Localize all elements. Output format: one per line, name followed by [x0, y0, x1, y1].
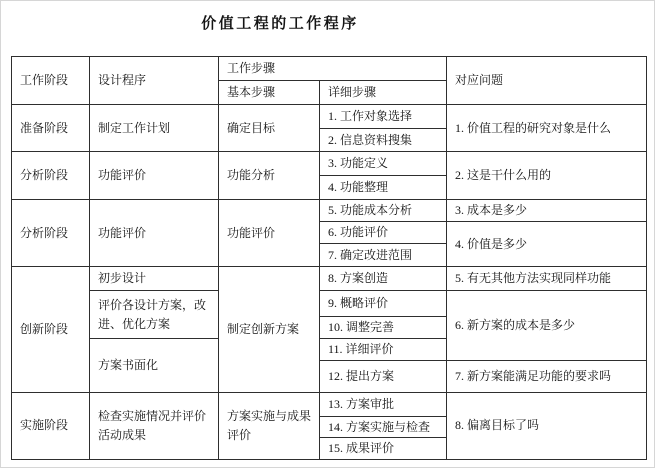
header-questions: 对应问题 — [447, 57, 647, 105]
cell-design-innovation-3: 方案书面化 — [90, 339, 219, 393]
header-work-steps: 工作步骤 — [219, 57, 447, 81]
cell-detail-step-12: 12. 提出方案 — [320, 360, 447, 392]
cell-question-8: 8. 偏离目标了吗 — [447, 392, 647, 459]
page-title: 价值工程的工作程序 — [201, 16, 359, 32]
header-work-stage: 工作阶段 — [12, 57, 90, 105]
cell-stage-preparation: 准备阶段 — [12, 105, 90, 152]
cell-design-innovation-2: 评价各设计方案，改进、优化方案 — [90, 291, 219, 339]
cell-question-1: 1. 价值工程的研究对象是什么 — [447, 105, 647, 152]
cell-design-analysis-2: 功能评价 — [90, 200, 219, 267]
cell-question-5: 5. 有无其他方法实现同样功能 — [447, 267, 647, 291]
cell-detail-step-14: 14. 方案实施与检查 — [320, 416, 447, 438]
cell-stage-analysis-1: 分析阶段 — [12, 152, 90, 200]
header-detailed-steps: 详细步骤 — [320, 81, 447, 105]
value-engineering-table — [11, 56, 647, 460]
header-design-procedure: 设计程序 — [90, 57, 219, 105]
cell-question-2: 2. 这是干什么用的 — [447, 152, 647, 200]
cell-detail-step-4: 4. 功能整理 — [320, 176, 447, 200]
cell-question-6: 6. 新方案的成本是多少 — [447, 291, 647, 361]
cell-basic-step-3: 功能评价 — [219, 200, 320, 267]
cell-question-4: 4. 价值是多少 — [447, 222, 647, 267]
cell-design-analysis-1: 功能评价 — [90, 152, 219, 200]
cell-detail-step-9: 9. 概略评价 — [320, 291, 447, 317]
header-basic-steps: 基本步骤 — [219, 81, 320, 105]
cell-design-innovation-1: 初步设计 — [90, 267, 219, 291]
cell-detail-step-2: 2. 信息资料搜集 — [320, 129, 447, 152]
table-row — [12, 152, 647, 176]
cell-stage-analysis-2: 分析阶段 — [12, 200, 90, 267]
table-row — [12, 105, 647, 129]
cell-question-3: 3. 成本是多少 — [447, 200, 647, 222]
cell-basic-step-1: 确定目标 — [219, 105, 320, 152]
cell-design-implementation: 检查实施情况并评价活动成果 — [90, 392, 219, 459]
table-row — [12, 392, 647, 416]
cell-detail-step-11: 11. 详细评价 — [320, 339, 447, 361]
cell-design-prep: 制定工作计划 — [90, 105, 219, 152]
cell-detail-step-10: 10. 调整完善 — [320, 317, 447, 339]
cell-detail-step-6: 6. 功能评价 — [320, 222, 447, 244]
table-row — [12, 291, 647, 317]
cell-stage-implementation: 实施阶段 — [12, 392, 90, 459]
table-row — [12, 200, 647, 222]
cell-detail-step-15: 15. 成果评价 — [320, 438, 447, 460]
cell-detail-step-8: 8. 方案创造 — [320, 267, 447, 291]
cell-detail-step-13: 13. 方案审批 — [320, 392, 447, 416]
cell-detail-step-3: 3. 功能定义 — [320, 152, 447, 176]
cell-detail-step-7: 7. 确定改进范围 — [320, 244, 447, 267]
cell-detail-step-5: 5. 功能成本分析 — [320, 200, 447, 222]
header-row-1 — [12, 57, 647, 81]
cell-basic-step-4: 制定创新方案 — [219, 267, 320, 393]
cell-basic-step-2: 功能分析 — [219, 152, 320, 200]
table-row — [12, 267, 647, 291]
cell-question-7: 7. 新方案能满足功能的要求吗 — [447, 360, 647, 392]
cell-stage-innovation: 创新阶段 — [12, 267, 90, 393]
cell-basic-step-5: 方案实施与成果评价 — [219, 392, 320, 459]
cell-detail-step-1: 1. 工作对象选择 — [320, 105, 447, 129]
